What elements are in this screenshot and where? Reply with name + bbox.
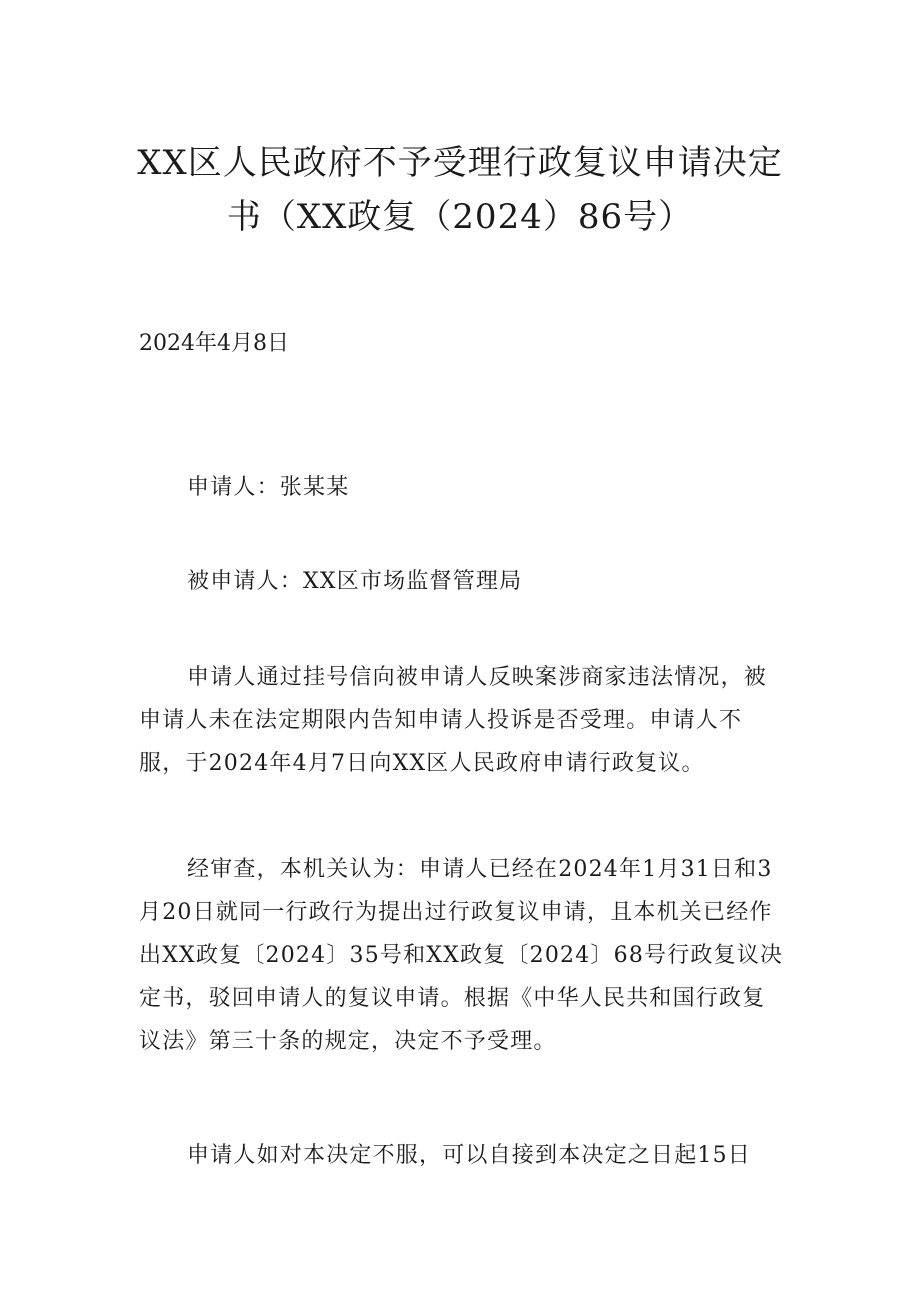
appeal-notice-paragraph: 申请人如对本决定不服，可以自接到本决定之日起15日 — [187, 1143, 751, 1168]
applicant-line: 申请人：张某某 — [187, 475, 350, 500]
title-line-1: XX区人民政府不予受理行政复议申请决定 — [137, 143, 783, 183]
respondent-line: 被申请人：XX区市场监督管理局 — [187, 569, 523, 594]
document-date: 2024年4月8日 — [139, 331, 289, 356]
case-facts-paragraph: 申请人通过挂号信向被申请人反映案涉商家违法情况，被申请人未在法定期限内告知申请人投诉是否受理。申请人不服，于2024年4月7日向XX区人民政府申请行政复议。 — [139, 665, 768, 776]
review-finding-paragraph: 经审查，本机关认为：申请人已经在2024年1月31日和3月20日就同一行政行为提出过行政复议申请，且本机关已经作出XX政复〔2024〕35号和XX政复〔2024〕68号行政复议决定书，驳回申请人的复议申请。根据《中华人民共和国行政复议法》第三十条的规定，决定不予受理。 — [139, 857, 784, 1054]
title-line-2: 书（XX政复（2024）86号） — [226, 197, 694, 237]
document-title — [100, 136, 820, 244]
